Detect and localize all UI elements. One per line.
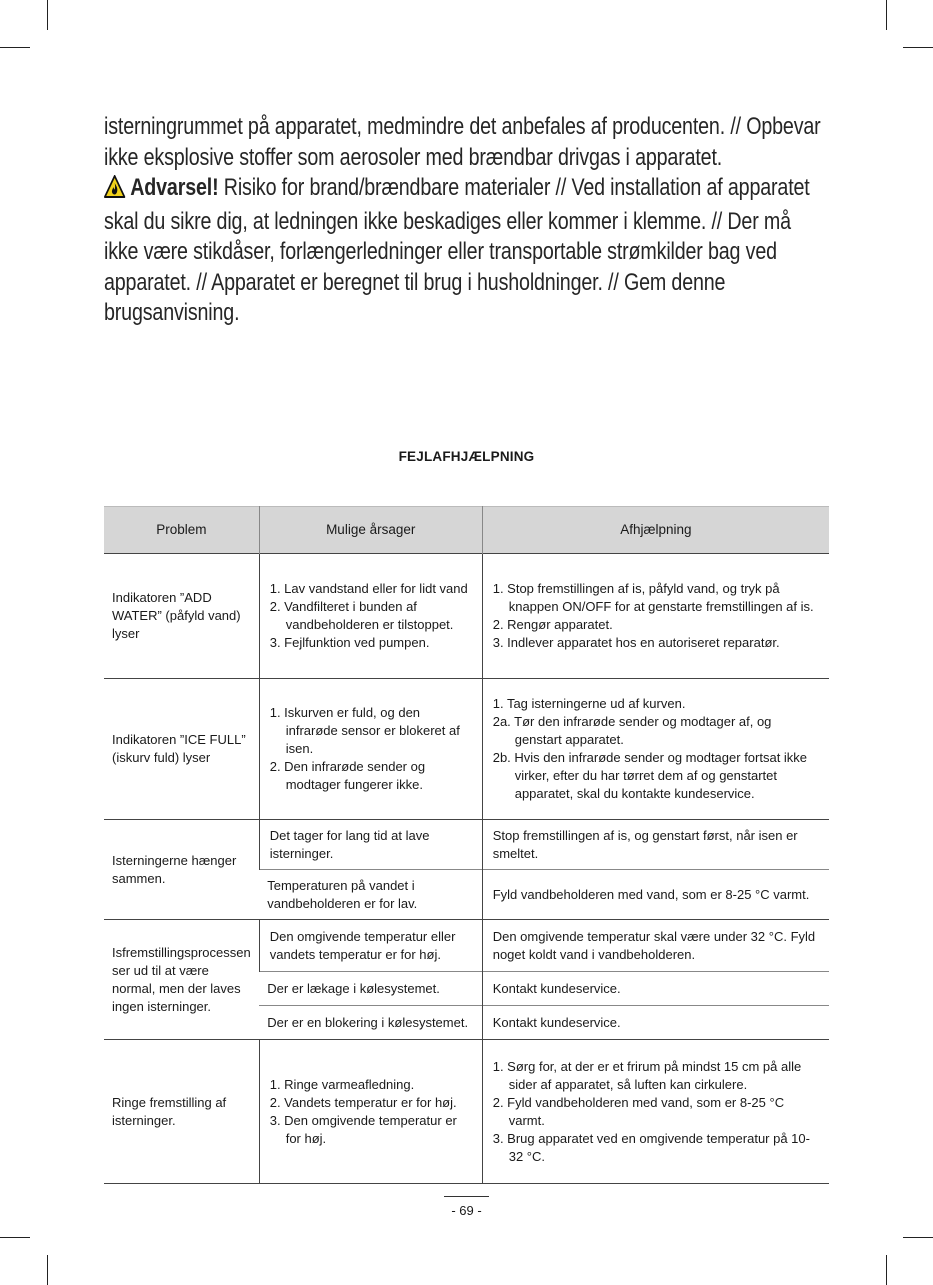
cause-item: 1. Ringe varmeafledning. <box>269 1076 415 1092</box>
remedy-item: 2. Rengør apparatet. <box>492 617 613 632</box>
remedy-cell <box>482 679 829 820</box>
remedy-cell: Stop fremstillingen af is, og genstart først, når isen er smeltet. <box>482 820 829 870</box>
problem-cell: Isfremstillingsprocessen ser ud til at være normal, men der laves ingen isterninger. <box>104 920 259 1040</box>
troubleshooting-table <box>104 506 829 1184</box>
crop-mark <box>47 1255 48 1285</box>
causes-cell: Den omgivende temperatur eller vandets temperatur er for høj. <box>259 920 482 972</box>
crop-mark <box>0 1237 30 1238</box>
cause-item: 3. Den omgivende temperatur er for høj. <box>269 1112 457 1146</box>
problem-cell: Indikatoren ”ICE FULL” (iskurv fuld) lyser <box>104 679 259 820</box>
remedy-cell: Den omgivende temperatur skal være under 32 °C. Fyld noget koldt vand i vandbeholderen. <box>482 920 829 972</box>
header-remedy: Afhjælpning <box>482 507 829 554</box>
crop-mark <box>886 1255 887 1285</box>
intro-text <box>104 112 830 329</box>
causes-cell <box>259 554 482 679</box>
table-row <box>104 679 829 820</box>
remedy-cell: Kontakt kundeservice. <box>482 1006 829 1040</box>
remedy-cell: Fyld vandbeholderen med vand, som er 8-25 °C varmt. <box>482 870 829 920</box>
causes-cell: Det tager for lang tid at lave isterninger. <box>259 820 482 870</box>
causes-cell: Der er lækage i kølesystemet. <box>259 972 482 1006</box>
header-causes: Mulige årsager <box>259 507 482 554</box>
remedy-item: 3. Brug apparatet ved en omgivende temperatur på 10-32 °C. <box>492 1130 810 1164</box>
table-header-row <box>104 507 829 554</box>
remedy-item: 3. Indlever apparatet hos en autoriseret reparatør. <box>492 635 780 650</box>
table-row <box>104 920 829 972</box>
fire-warning-icon <box>104 175 125 207</box>
remedy-cell <box>482 1040 829 1184</box>
cause-item: 2. Vandfilteret i bunden af vandbeholderen er tilstoppet. <box>269 599 454 632</box>
warning-text: Risiko for brand/brændbare materialer // Ved installation af apparatet skal du sikre dig, at ledningen ikke beskadiges eller kommer i klemme. // Der må ikke være stikdåser, forlængerledninger eller transportable strømkilder bag ved apparatet. // Apparatet er beregnet til brug i husholdninger. // Gem denne brugsanvisning. <box>104 174 810 326</box>
cause-item: 2. Den infrarøde sender og modtager fungerer ikke. <box>269 759 426 792</box>
causes-cell: Der er en blokering i kølesystemet. <box>259 1006 482 1040</box>
problem-cell: Indikatoren ”ADD WATER” (påfyld vand) lyser <box>104 554 259 679</box>
remedy-cell <box>482 554 829 679</box>
page-number: - 69 - <box>444 1196 489 1218</box>
cause-item: 3. Fejlfunktion ved pumpen. <box>269 635 430 650</box>
table-row <box>104 1040 829 1184</box>
remedy-item: 1. Stop fremstillingen af is, påfyld vand, og tryk på knappen ON/OFF for at genstarte fremstillingen af is. <box>492 581 814 614</box>
warning-paragraph <box>104 173 830 329</box>
cause-item: 2. Vandets temperatur er for høj. <box>269 1094 457 1110</box>
page-title: FEJLAFHJÆLPNING <box>398 449 535 464</box>
table-row <box>104 554 829 679</box>
crop-mark <box>903 1237 933 1238</box>
remedy-cell: Kontakt kundeservice. <box>482 972 829 1006</box>
causes-cell <box>259 1040 482 1184</box>
crop-mark <box>903 47 933 48</box>
causes-cell: Temperaturen på vandet i vandbeholderen er for lav. <box>259 870 482 920</box>
problem-cell: Isterningerne hænger sammen. <box>104 820 259 920</box>
causes-cell <box>259 679 482 820</box>
table-row <box>104 820 829 870</box>
crop-mark <box>886 0 887 30</box>
cause-item: 1. Iskurven er fuld, og den infrarøde sensor er blokeret af isen. <box>269 705 460 756</box>
remedy-item: 1. Tag isterningerne ud af kurven. <box>492 696 686 711</box>
remedy-item: 2b. Hvis den infrarøde sender og modtager fortsat ikke virker, efter du har tørret dem af og genstartet apparatet, skal du kontakte kundeservice. <box>492 750 808 801</box>
problem-cell: Ringe fremstilling af isterninger. <box>104 1040 259 1184</box>
remedy-item: 2a. Tør den infrarøde sender og modtager af, og genstart apparatet. <box>492 714 772 747</box>
remedy-item: 1. Sørg for, at der er et frirum på mindst 15 cm på alle sider af apparatet, så luften kan cirkulere. <box>492 1058 802 1092</box>
warning-label: Advarsel! <box>130 174 219 201</box>
intro-paragraph-1: isterningrummet på apparatet, medmindre det anbefales af producenten. // Opbevar ikke eksplosive stoffer som aerosoler med brændbar drivgas i apparatet. <box>104 113 821 171</box>
header-problem: Problem <box>104 507 259 554</box>
remedy-item: 2. Fyld vandbeholderen med vand, som er 8-25 °C varmt. <box>492 1094 785 1128</box>
crop-mark <box>47 0 48 30</box>
crop-mark <box>0 47 30 48</box>
cause-item: 1. Lav vandstand eller for lidt vand <box>269 581 468 596</box>
